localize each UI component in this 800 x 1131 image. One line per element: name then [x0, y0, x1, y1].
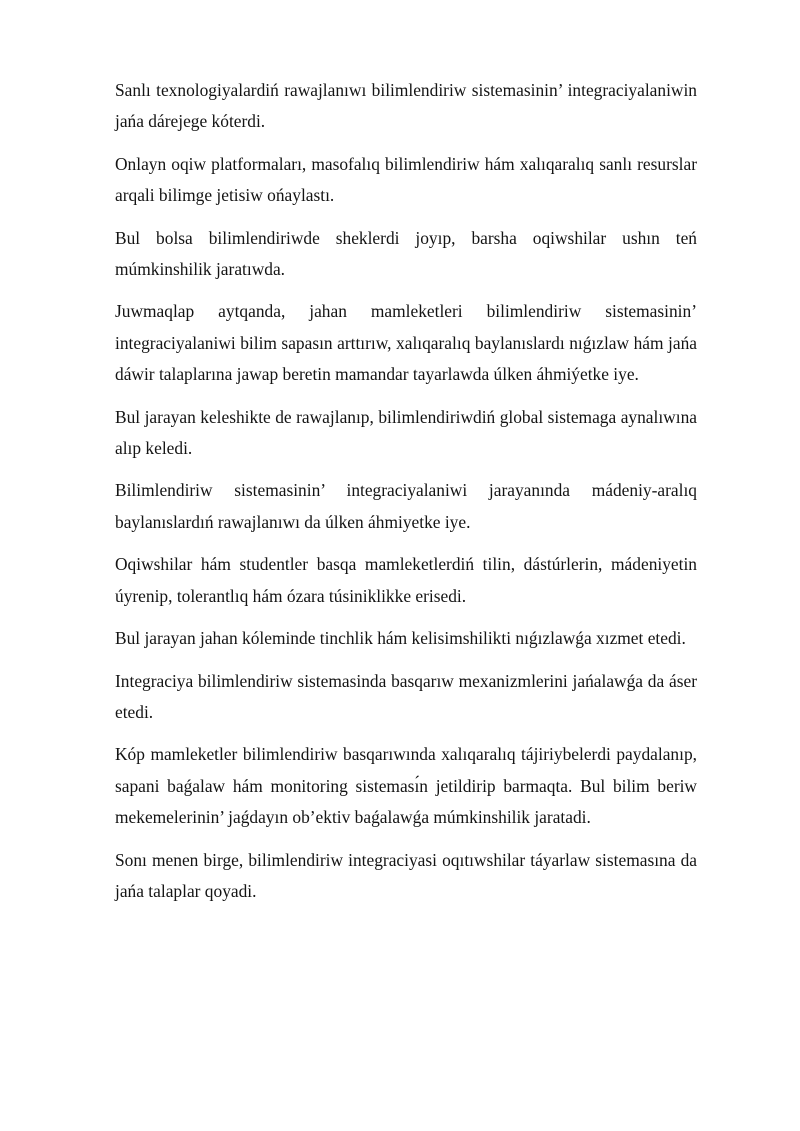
paragraph: Bul bolsa bilimlendiriwde sheklerdi joyıp, barsha oqiwshilar ushın teń múmkinshilik jaratıwda.	[115, 227, 697, 280]
paragraph: Onlayn oqiw platformaları, masofalıq bilimlendiriw hám xalıqaralıq sanlı resurslar arqali bilimge jetisiw ońaylastı.	[115, 153, 697, 206]
paragraph: Integraciya bilimlendiriw sistemasinda basqarıw mexanizmlerini jańalawǵa da áser etedi.	[115, 670, 697, 722]
paragraph: Oqiwshilar hám studentler basqa mamleketlerdiń tilin, dástúrlerin, mádeniyetin úyrenip, tolerantlıq hám ózara túsiniklikke erisedi.	[115, 554, 697, 606]
paragraph: Sanlı texnologiyalardiń rawajlanıwı bilimlendiriw sistemasinin’ integraciyalaniwin jańa dárejege kóterdi.	[115, 80, 697, 132]
paragraph: Bul jarayan jahan kóleminde tinchlik hám kelisimshilikti nıǵızlawǵa xızmet etedi.	[115, 628, 686, 649]
paragraph: Juwmaqlap aytqanda, jahan mamleketleri bilimlendiriw sistemasinin’ integraciyalaniwi bilim sapasın arttırıw, xalıqaralıq baylanıslardı nıǵızlaw hám jańa dáwir talaplarına jawap beretin mamandar tayarlawda úlken áhmiýetke iye.	[115, 301, 697, 385]
paragraph: Kóp mamleketler bilimlendiriw basqarıwında xalıqaralıq tájiriybelerdi paydalanıp, sapani baǵalaw hám monitoring sisteması́n jetildirip barmaqta. Bul bilim beriw mekemelerinin’ jaǵdayın ob’ektiv baǵalawǵa múmkinshilik jaratadi.	[115, 744, 697, 828]
paragraph: Sonı menen birge, bilimlendiriw integraciyasi oqıtıwshilar táyarlaw sistemasına da jańa talaplar qoyadi.	[115, 849, 697, 901]
paragraph: Bul jarayan keleshikte de rawajlanıp, bilimlendiriwdiń global sistemaga aynalıwına alıp keledi.	[115, 406, 697, 459]
paragraph: Bilimlendiriw sistemasinin’ integraciyalaniwi jarayanında mádeniy-aralıq baylanıslardıń rawajlanıwı da úlken áhmiyetke iye.	[115, 480, 697, 532]
document-body	[115, 75, 697, 918]
